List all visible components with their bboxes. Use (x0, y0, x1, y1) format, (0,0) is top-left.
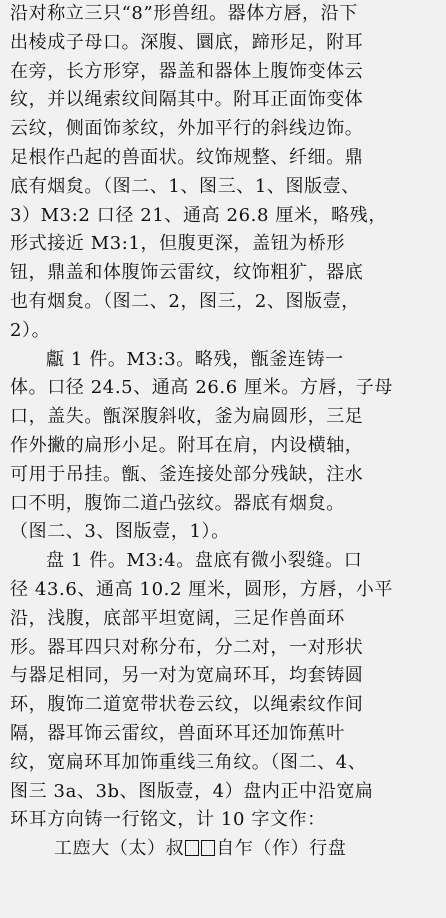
text-line: 也有烟炱。（图二、2，图三，2、图版壹， (10, 290, 360, 312)
text-line: 体。口径 24.5、通高 26.6 厘米。方唇，子母 (10, 377, 393, 399)
text-line: 口不明，腹饰二道凸弦纹。器底有烟炱。 (10, 492, 345, 514)
paragraph-yan (10, 346, 444, 548)
text-line: （图二、3、图版壹，1）。 (10, 521, 230, 543)
inscription-rare-glyph: 𢉖 (72, 838, 92, 860)
text-line: 甗 1 件。M3:3。略残，甑釜连铸一 (46, 348, 344, 370)
inscription-text: 大（太）叔 (91, 838, 185, 860)
text-line: 沿对称立三只“8”形兽纽。器体方唇，沿下 (10, 3, 358, 24)
text-line: 2）。 (10, 319, 51, 341)
paragraph-ding (10, 0, 444, 346)
text-line: 环，腹饰二道宽带状卷云纹，以绳索纹作间 (10, 694, 364, 716)
paragraph-pan (10, 547, 444, 835)
text-line: 3）M3:2 口径 21、通高 26.8 厘米，略残， (10, 204, 387, 226)
text-line: 图三 3a、3b、图版壹，4）盘内正中沿宽扁 (10, 780, 374, 802)
inscription-char: 工 (54, 838, 73, 860)
text-line: 在旁，长方形穿，器盖和器体上腹饰变体云 (10, 60, 364, 82)
inscription-line (10, 835, 444, 864)
text-line: 作外撇的扁形小足。附耳在肩，内设横轴， (10, 434, 364, 456)
text-line: 出棱成子母口。深腹、圜底，蹄形足，附耳 (10, 31, 364, 53)
text-line: 纹，宽扁环耳加饰重线三角纹。（图二、4、 (10, 751, 367, 773)
text-line: 沿，浅腹，底部平坦宽阔，三足作兽面环 (10, 607, 345, 629)
text-line: 与器足相同，另一对为宽扁环耳，均套铸圆 (10, 665, 364, 687)
text-line: 形。器耳四只对称分布，分二对，一对形状 (10, 636, 364, 658)
text-line: 足根作凸起的兽面状。纹饰规整、纤细。鼎 (10, 146, 364, 168)
text-line: 形式接近 M3:1，但腹更深，盖钮为桥形 (10, 233, 346, 255)
inscription-text: 自乍（作）行盘 (216, 838, 347, 860)
text-line: 可用于吊挂。甑、釜连接处部分残缺，注水 (10, 463, 364, 485)
text-line: 云纹，侧面饰㒸纹，外加平行的斜线边饰。 (10, 118, 364, 140)
missing-character-box (201, 840, 215, 856)
text-line: 口，盖失。甑深腹斜收，釜为扁圆形，三足 (10, 406, 364, 428)
text-line: 底有烟炱。（图二、1、图三、1、图版壹、 (10, 175, 360, 197)
text-line: 钮，鼎盖和体腹饰云雷纹，纹饰粗犷，器底 (10, 262, 364, 284)
text-line: 环耳方向铸一行铭文，计 10 字文作： (10, 809, 326, 831)
text-line: 径 43.6、通高 10.2 厘米，圆形，方唇，小平 (10, 578, 393, 600)
text-line: 隔，器耳饰云雷纹，兽面环耳还加饰蕉叶 (10, 722, 345, 744)
text-line: 纹，并以绳索纹间隔其中。附耳正面饰变体 (10, 89, 364, 111)
missing-character-box (185, 840, 199, 856)
text-line: 盘 1 件。M3:4。盘底有微小裂缝。口 (46, 550, 363, 572)
